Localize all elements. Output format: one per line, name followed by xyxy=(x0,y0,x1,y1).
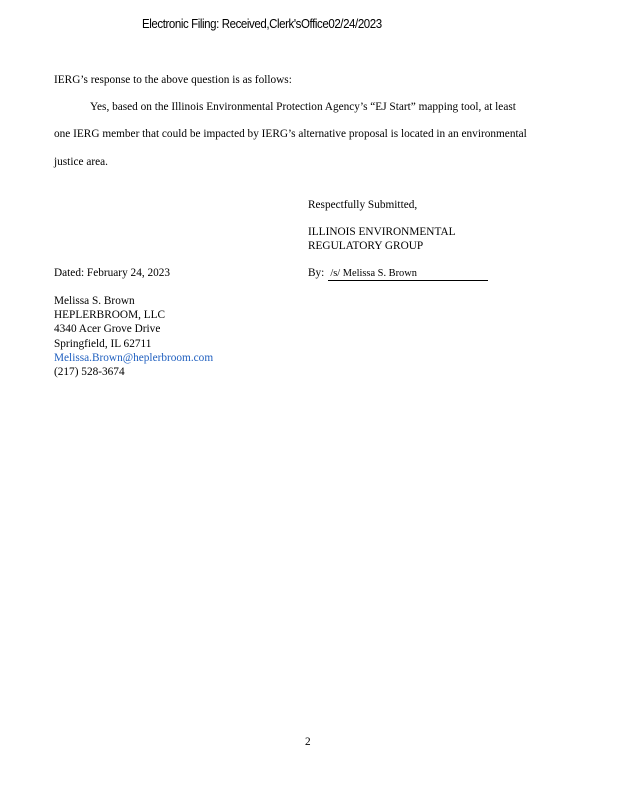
contact-email-link[interactable]: Melissa.Brown@heplerbroom.com xyxy=(54,351,214,364)
contact-block xyxy=(54,294,213,379)
date-line: Dated: February 24, 2023 xyxy=(54,267,171,279)
answer-line-1: Yes, based on the Illinois Environmental Protection Agency’s “EJ Start” mapping tool, at least xyxy=(90,101,516,113)
answer-line-2: one IERG member that could be impacted by IERG’s alternative proposal is located in an environmental xyxy=(54,128,527,140)
intro-paragraph: IERG’s response to the above question is as follows: xyxy=(54,74,292,86)
contact-city: Springfield, IL 62711 xyxy=(54,337,152,350)
filing-stamp: Electronic Filing: Received,Clerk'sOffice02/24/2023 xyxy=(142,17,382,31)
page-number: 2 xyxy=(305,736,311,748)
closing-salutation: Respectfully Submitted, xyxy=(308,199,418,211)
contact-street: 4340 Acer Grove Drive xyxy=(54,323,161,336)
contact-name: Melissa S. Brown xyxy=(54,295,135,307)
organization-name-line-2: REGULATORY GROUP xyxy=(308,240,424,252)
by-label: By: xyxy=(308,267,325,279)
contact-firm: HEPLERBROOM, LLC xyxy=(54,309,166,322)
answer-line-3: justice area. xyxy=(54,156,108,168)
organization-name-line-1: ILLINOIS ENVIRONMENTAL xyxy=(308,226,456,238)
contact-phone: (217) 528-3674 xyxy=(54,365,125,378)
signature-line xyxy=(308,267,488,281)
electronic-signature: /s/ Melissa S. Brown xyxy=(328,267,488,281)
